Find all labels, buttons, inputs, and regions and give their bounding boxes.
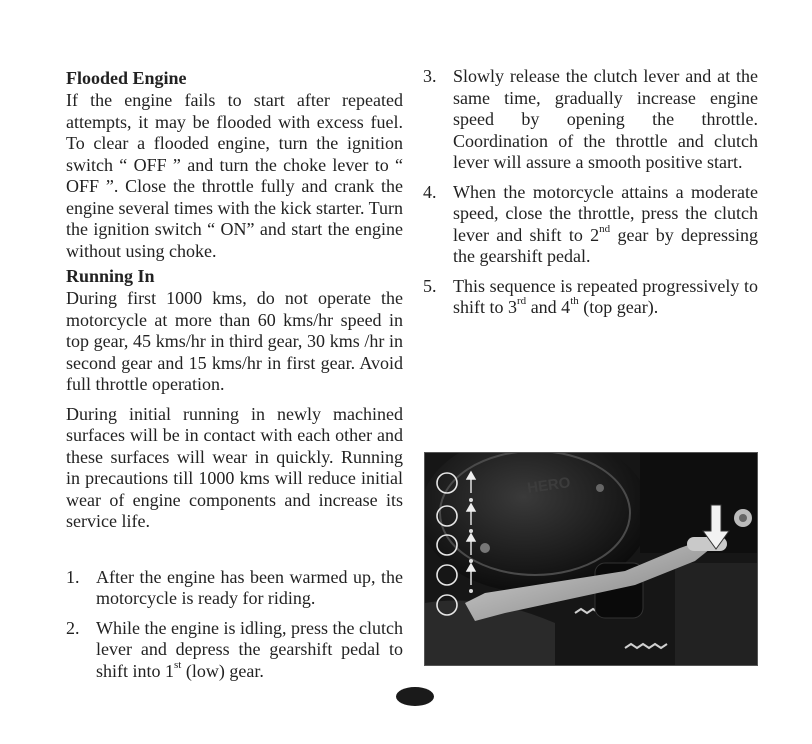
flooded-engine-text: If the engine fails to start after repeated attempts, it may be flooded with excess fuel. To clear a flooded engine, turn the ignition switch “ OFF ” and turn the choke lever to “ OFF ”. Close the throttle fully and crank the engine several times with the kick starter. Turn the ignition switch “ ON” and start the engine without using choke. bbox=[66, 90, 403, 261]
right-column bbox=[423, 66, 758, 327]
step-2-number: 2. bbox=[66, 617, 80, 638]
step-3 bbox=[423, 66, 758, 174]
step-2-text: While the engine is idling, press the clutch lever and depress the gearshift pedal to shift into 1 bbox=[96, 617, 403, 681]
step-5-text: This sequence is repeated progressively to shift to 3 bbox=[453, 275, 758, 317]
step-5-text-end: (top gear). bbox=[578, 297, 659, 317]
step-5 bbox=[423, 276, 758, 319]
engine-illustration bbox=[425, 453, 758, 666]
left-column bbox=[66, 66, 403, 690]
step-4-sup: nd bbox=[599, 222, 611, 235]
step-5-sup-2: th bbox=[570, 295, 579, 307]
running-in-heading: Running In bbox=[66, 266, 155, 286]
steps-list-left bbox=[66, 567, 403, 683]
step-1-text: After the engine has been warmed up, the motorcycle is ready for riding. bbox=[96, 566, 403, 608]
step-2-sup: st bbox=[174, 658, 182, 671]
page-number-badge bbox=[396, 687, 434, 706]
step-5-sup-1: rd bbox=[517, 295, 527, 307]
step-2-text-end: (low) gear. bbox=[181, 660, 264, 681]
step-2 bbox=[66, 618, 403, 683]
steps-list-right bbox=[423, 66, 758, 319]
step-4-text: When the motorcycle attains a moderate speed, close the throttle, press the clutch lever and shift to 2 bbox=[453, 181, 758, 245]
running-in-text-2: During initial running in newly machined surfaces will be in contact with each other and these surfaces will wear in quickly. Running in precautions till 1000 kms will reduce initial wear of engine components and increase its service life. bbox=[66, 403, 403, 531]
step-3-text: Slowly release the clutch lever and at the same time, gradually increase engine speed by opening the throttle. Coordination of the throttle and clutch lever will assure a smooth positive start. bbox=[453, 66, 758, 172]
brand-logo: HERO bbox=[526, 474, 572, 497]
step-4 bbox=[423, 182, 758, 268]
gearshift-photo bbox=[424, 452, 758, 666]
step-5-number: 5. bbox=[423, 275, 437, 296]
running-in-text-1: During first 1000 kms, do not operate the motorcycle at more than 60 kms/hr speed in top gear, 45 kms/hr in third gear, 30 kms /hr in second gear and 15 kms/hr in first gear. Avoid full throttle operation. bbox=[66, 288, 403, 394]
step-5-text-mid: and 4 bbox=[526, 297, 571, 317]
step-3-number: 3. bbox=[423, 66, 437, 86]
step-4-number: 4. bbox=[423, 181, 437, 202]
step-4-text-end: gear by depressing the gearshift pedal. bbox=[453, 224, 758, 266]
step-1-number: 1. bbox=[66, 566, 80, 587]
step-1 bbox=[66, 567, 403, 610]
flooded-engine-heading: Flooded Engine bbox=[66, 68, 187, 88]
